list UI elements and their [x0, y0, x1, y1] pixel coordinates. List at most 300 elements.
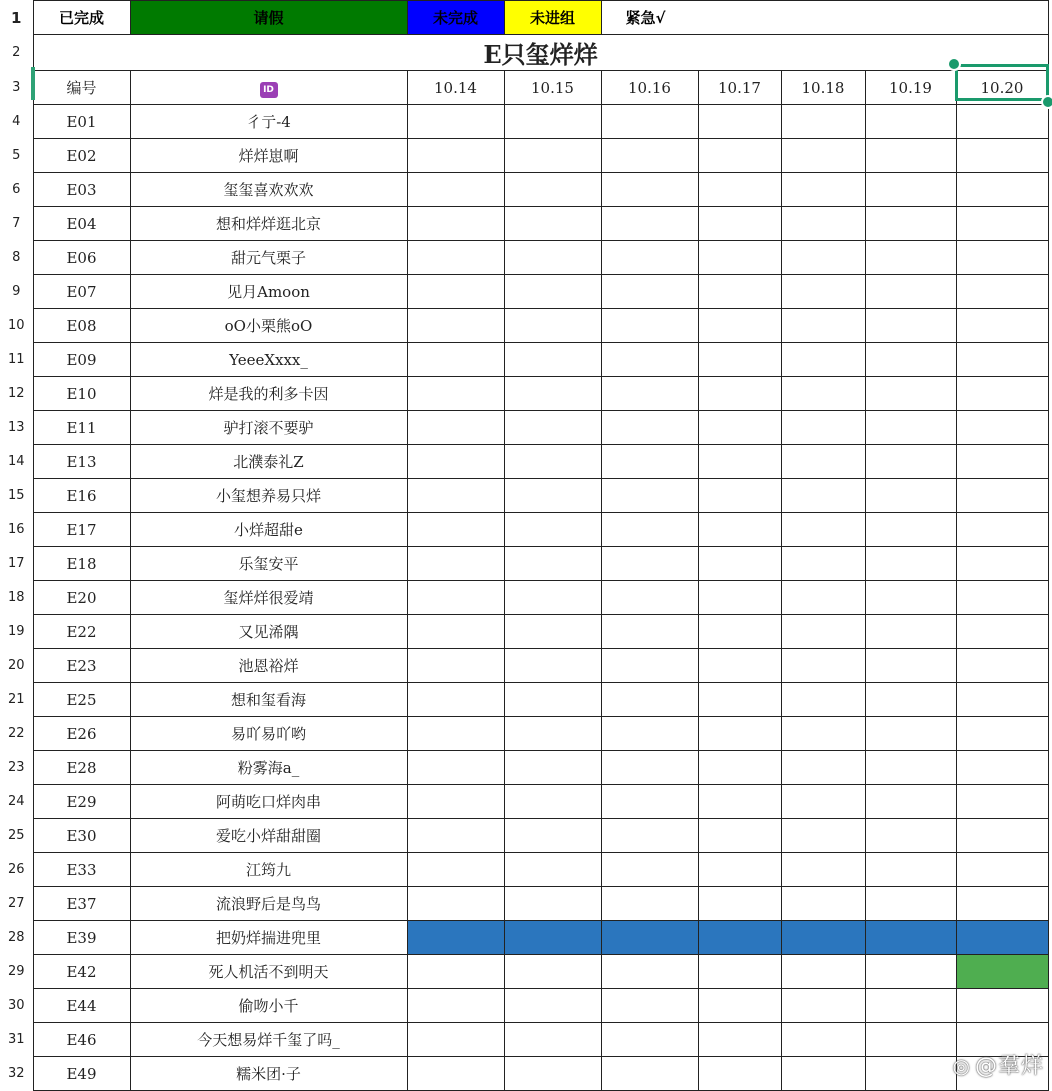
- status-cell[interactable]: [781, 309, 865, 343]
- member-id[interactable]: 又见浠隅: [130, 615, 407, 649]
- header-date[interactable]: 10.15: [504, 71, 601, 105]
- status-cell[interactable]: [504, 649, 601, 683]
- status-cell[interactable]: [504, 751, 601, 785]
- member-id[interactable]: 烊是我的利多卡因: [130, 377, 407, 411]
- status-cell[interactable]: [601, 887, 698, 921]
- row-number[interactable]: 31: [0, 1023, 33, 1057]
- status-cell[interactable]: [956, 207, 1048, 241]
- status-cell[interactable]: [781, 717, 865, 751]
- status-cell[interactable]: [504, 717, 601, 751]
- status-cell[interactable]: [504, 1057, 601, 1091]
- sheet-title[interactable]: E只玺烊烊: [33, 35, 1048, 71]
- member-id[interactable]: 乐玺安平: [130, 547, 407, 581]
- member-code[interactable]: E44: [33, 989, 130, 1023]
- status-cell[interactable]: [601, 819, 698, 853]
- status-cell[interactable]: [407, 241, 504, 275]
- status-cell[interactable]: [407, 479, 504, 513]
- status-cell[interactable]: [865, 1057, 956, 1091]
- status-cell[interactable]: [781, 581, 865, 615]
- status-cell[interactable]: [956, 139, 1048, 173]
- status-cell[interactable]: [956, 717, 1048, 751]
- member-code[interactable]: E46: [33, 1023, 130, 1057]
- member-id[interactable]: 烊烊崽啊: [130, 139, 407, 173]
- status-cell[interactable]: [407, 921, 504, 955]
- member-code[interactable]: E18: [33, 547, 130, 581]
- status-cell[interactable]: [698, 683, 781, 717]
- selection-handle-bottom-right[interactable]: [1041, 95, 1052, 109]
- status-cell[interactable]: [865, 479, 956, 513]
- status-cell[interactable]: [504, 275, 601, 309]
- status-cell[interactable]: [698, 615, 781, 649]
- row-number[interactable]: 23: [0, 751, 33, 785]
- status-cell[interactable]: [698, 887, 781, 921]
- status-cell[interactable]: [601, 513, 698, 547]
- member-id[interactable]: 想和玺看海: [130, 683, 407, 717]
- member-id[interactable]: 池恩裕烊: [130, 649, 407, 683]
- status-cell[interactable]: [504, 241, 601, 275]
- member-code[interactable]: E11: [33, 411, 130, 445]
- status-cell[interactable]: [504, 547, 601, 581]
- status-cell[interactable]: [601, 377, 698, 411]
- status-cell[interactable]: [698, 717, 781, 751]
- status-cell[interactable]: [698, 377, 781, 411]
- status-cell[interactable]: [865, 309, 956, 343]
- row-number[interactable]: 14: [0, 445, 33, 479]
- row-number[interactable]: 1: [0, 1, 33, 35]
- member-id[interactable]: 甜元气栗子: [130, 241, 407, 275]
- status-cell[interactable]: [698, 275, 781, 309]
- member-code[interactable]: E10: [33, 377, 130, 411]
- row-number[interactable]: 26: [0, 853, 33, 887]
- status-cell[interactable]: [781, 343, 865, 377]
- status-cell[interactable]: [698, 819, 781, 853]
- status-cell[interactable]: [865, 751, 956, 785]
- member-id[interactable]: 把奶烊揣进兜里: [130, 921, 407, 955]
- status-cell[interactable]: [956, 649, 1048, 683]
- status-cell[interactable]: [504, 377, 601, 411]
- status-cell[interactable]: [865, 445, 956, 479]
- status-cell[interactable]: [504, 445, 601, 479]
- status-cell[interactable]: [956, 377, 1048, 411]
- status-cell[interactable]: [698, 241, 781, 275]
- status-cell[interactable]: [407, 411, 504, 445]
- status-cell[interactable]: [407, 887, 504, 921]
- member-id[interactable]: 易吖易吖哟: [130, 717, 407, 751]
- status-cell[interactable]: [865, 207, 956, 241]
- status-cell[interactable]: [601, 649, 698, 683]
- status-cell[interactable]: [865, 547, 956, 581]
- header-id[interactable]: [130, 71, 407, 105]
- status-cell[interactable]: [698, 479, 781, 513]
- status-cell[interactable]: [504, 683, 601, 717]
- member-code[interactable]: E39: [33, 921, 130, 955]
- member-id[interactable]: 见月Amoon: [130, 275, 407, 309]
- status-cell[interactable]: [956, 547, 1048, 581]
- status-cell[interactable]: [504, 1023, 601, 1057]
- status-cell[interactable]: [407, 785, 504, 819]
- status-cell[interactable]: [407, 139, 504, 173]
- member-code[interactable]: E03: [33, 173, 130, 207]
- status-cell[interactable]: [504, 513, 601, 547]
- status-cell[interactable]: [698, 581, 781, 615]
- status-cell[interactable]: [781, 207, 865, 241]
- status-cell[interactable]: [601, 615, 698, 649]
- member-id[interactable]: 糯米团·子: [130, 1057, 407, 1091]
- member-id[interactable]: 玺玺喜欢欢欢: [130, 173, 407, 207]
- member-code[interactable]: E37: [33, 887, 130, 921]
- status-cell[interactable]: [601, 683, 698, 717]
- status-cell[interactable]: [865, 649, 956, 683]
- legend-cell[interactable]: 未完成: [407, 1, 504, 35]
- row-number[interactable]: 3: [0, 71, 33, 105]
- member-code[interactable]: E30: [33, 819, 130, 853]
- member-code[interactable]: E06: [33, 241, 130, 275]
- status-cell[interactable]: [865, 887, 956, 921]
- member-code[interactable]: E28: [33, 751, 130, 785]
- status-cell[interactable]: [504, 139, 601, 173]
- status-cell[interactable]: [956, 581, 1048, 615]
- member-id[interactable]: 爱吃小烊甜甜圈: [130, 819, 407, 853]
- status-cell[interactable]: [407, 105, 504, 139]
- header-date[interactable]: 10.18: [781, 71, 865, 105]
- status-cell[interactable]: [504, 309, 601, 343]
- status-cell[interactable]: [865, 785, 956, 819]
- status-cell[interactable]: [407, 853, 504, 887]
- status-cell[interactable]: [504, 887, 601, 921]
- status-cell[interactable]: [698, 785, 781, 819]
- header-date[interactable]: 10.20: [956, 71, 1048, 105]
- member-code[interactable]: E13: [33, 445, 130, 479]
- row-number[interactable]: 32: [0, 1057, 33, 1091]
- status-cell[interactable]: [865, 581, 956, 615]
- row-number[interactable]: 20: [0, 649, 33, 683]
- member-code[interactable]: E02: [33, 139, 130, 173]
- row-number[interactable]: 10: [0, 309, 33, 343]
- status-cell[interactable]: [601, 1023, 698, 1057]
- status-cell[interactable]: [698, 989, 781, 1023]
- status-cell[interactable]: [698, 1057, 781, 1091]
- status-cell[interactable]: [698, 751, 781, 785]
- row-number[interactable]: 12: [0, 377, 33, 411]
- status-cell[interactable]: [956, 989, 1048, 1023]
- status-cell[interactable]: [601, 921, 698, 955]
- member-code[interactable]: E49: [33, 1057, 130, 1091]
- row-number[interactable]: 9: [0, 275, 33, 309]
- status-cell[interactable]: [781, 1023, 865, 1057]
- status-cell[interactable]: [698, 547, 781, 581]
- member-code[interactable]: E09: [33, 343, 130, 377]
- row-number[interactable]: 18: [0, 581, 33, 615]
- status-cell[interactable]: [698, 343, 781, 377]
- status-cell[interactable]: [601, 173, 698, 207]
- status-cell[interactable]: [601, 581, 698, 615]
- status-cell[interactable]: [781, 411, 865, 445]
- status-cell[interactable]: [601, 309, 698, 343]
- member-id[interactable]: 偷吻小千: [130, 989, 407, 1023]
- status-cell[interactable]: [407, 649, 504, 683]
- header-number[interactable]: 编号: [33, 71, 130, 105]
- status-cell[interactable]: [504, 105, 601, 139]
- status-cell[interactable]: [601, 411, 698, 445]
- header-date[interactable]: 10.19: [865, 71, 956, 105]
- status-cell[interactable]: [407, 751, 504, 785]
- status-cell[interactable]: [601, 751, 698, 785]
- status-cell[interactable]: [956, 683, 1048, 717]
- status-cell[interactable]: [865, 853, 956, 887]
- row-number[interactable]: 27: [0, 887, 33, 921]
- row-number[interactable]: 5: [0, 139, 33, 173]
- status-cell[interactable]: [956, 785, 1048, 819]
- member-id[interactable]: 想和烊烊逛北京: [130, 207, 407, 241]
- member-code[interactable]: E26: [33, 717, 130, 751]
- row-number[interactable]: 4: [0, 105, 33, 139]
- row-number[interactable]: 17: [0, 547, 33, 581]
- status-cell[interactable]: [407, 275, 504, 309]
- status-cell[interactable]: [407, 1057, 504, 1091]
- row-number[interactable]: 19: [0, 615, 33, 649]
- member-id[interactable]: 小玺想养易只烊: [130, 479, 407, 513]
- status-cell[interactable]: [407, 173, 504, 207]
- status-cell[interactable]: [781, 853, 865, 887]
- row-number[interactable]: 29: [0, 955, 33, 989]
- status-cell[interactable]: [407, 581, 504, 615]
- status-cell[interactable]: [865, 343, 956, 377]
- status-cell[interactable]: [407, 615, 504, 649]
- row-number[interactable]: 6: [0, 173, 33, 207]
- status-cell[interactable]: [781, 479, 865, 513]
- status-cell[interactable]: [865, 921, 956, 955]
- member-code[interactable]: E42: [33, 955, 130, 989]
- row-number[interactable]: 11: [0, 343, 33, 377]
- row-number[interactable]: 28: [0, 921, 33, 955]
- member-code[interactable]: E16: [33, 479, 130, 513]
- member-id[interactable]: 流浪野后是鸟鸟: [130, 887, 407, 921]
- legend-cell[interactable]: 已完成: [33, 1, 130, 35]
- member-id[interactable]: 江筠九: [130, 853, 407, 887]
- status-cell[interactable]: [956, 445, 1048, 479]
- status-cell[interactable]: [865, 513, 956, 547]
- status-cell[interactable]: [407, 683, 504, 717]
- status-cell[interactable]: [956, 173, 1048, 207]
- status-cell[interactable]: [781, 513, 865, 547]
- member-id[interactable]: 驴打滚不要驴: [130, 411, 407, 445]
- member-id[interactable]: 玺烊烊很爱靖: [130, 581, 407, 615]
- status-cell[interactable]: [601, 955, 698, 989]
- status-cell[interactable]: [956, 921, 1048, 955]
- status-cell[interactable]: [781, 105, 865, 139]
- status-cell[interactable]: [865, 241, 956, 275]
- status-cell[interactable]: [601, 445, 698, 479]
- header-date[interactable]: 10.17: [698, 71, 781, 105]
- status-cell[interactable]: [504, 615, 601, 649]
- status-cell[interactable]: [407, 547, 504, 581]
- status-cell[interactable]: [407, 309, 504, 343]
- row-number[interactable]: 24: [0, 785, 33, 819]
- status-cell[interactable]: [781, 615, 865, 649]
- status-cell[interactable]: [698, 105, 781, 139]
- status-cell[interactable]: [698, 955, 781, 989]
- status-cell[interactable]: [698, 139, 781, 173]
- status-cell[interactable]: [956, 275, 1048, 309]
- status-cell[interactable]: [956, 819, 1048, 853]
- status-cell[interactable]: [698, 649, 781, 683]
- status-cell[interactable]: [407, 1023, 504, 1057]
- status-cell[interactable]: [781, 751, 865, 785]
- status-cell[interactable]: [407, 955, 504, 989]
- row-number[interactable]: 7: [0, 207, 33, 241]
- member-code[interactable]: E25: [33, 683, 130, 717]
- member-id[interactable]: 北濮泰礼Z: [130, 445, 407, 479]
- member-id[interactable]: oO小栗熊oO: [130, 309, 407, 343]
- status-cell[interactable]: [601, 547, 698, 581]
- status-cell[interactable]: [698, 309, 781, 343]
- member-code[interactable]: E33: [33, 853, 130, 887]
- legend-cell[interactable]: 紧急√: [601, 1, 1048, 35]
- status-cell[interactable]: [956, 479, 1048, 513]
- member-code[interactable]: E08: [33, 309, 130, 343]
- status-cell[interactable]: [956, 513, 1048, 547]
- status-cell[interactable]: [601, 479, 698, 513]
- status-cell[interactable]: [504, 955, 601, 989]
- status-cell[interactable]: [865, 615, 956, 649]
- status-cell[interactable]: [781, 377, 865, 411]
- status-cell[interactable]: [698, 173, 781, 207]
- status-cell[interactable]: [865, 717, 956, 751]
- member-id[interactable]: 阿萌吃口烊肉串: [130, 785, 407, 819]
- status-cell[interactable]: [781, 683, 865, 717]
- status-cell[interactable]: [407, 717, 504, 751]
- status-cell[interactable]: [504, 581, 601, 615]
- status-cell[interactable]: [956, 411, 1048, 445]
- selection-handle-top-left[interactable]: [947, 57, 961, 71]
- status-cell[interactable]: [781, 1057, 865, 1091]
- member-id[interactable]: 小烊超甜e: [130, 513, 407, 547]
- status-cell[interactable]: [865, 139, 956, 173]
- member-id[interactable]: 死人机活不到明天: [130, 955, 407, 989]
- status-cell[interactable]: [698, 1023, 781, 1057]
- status-cell[interactable]: [865, 411, 956, 445]
- status-cell[interactable]: [407, 445, 504, 479]
- row-number[interactable]: 21: [0, 683, 33, 717]
- status-cell[interactable]: [407, 819, 504, 853]
- status-cell[interactable]: [504, 343, 601, 377]
- status-cell[interactable]: [407, 207, 504, 241]
- status-cell[interactable]: [781, 649, 865, 683]
- status-cell[interactable]: [956, 615, 1048, 649]
- status-cell[interactable]: [956, 853, 1048, 887]
- status-cell[interactable]: [601, 853, 698, 887]
- status-cell[interactable]: [781, 989, 865, 1023]
- status-cell[interactable]: [865, 1023, 956, 1057]
- status-cell[interactable]: [781, 139, 865, 173]
- row-number[interactable]: 30: [0, 989, 33, 1023]
- header-date[interactable]: 10.14: [407, 71, 504, 105]
- status-cell[interactable]: [601, 785, 698, 819]
- status-cell[interactable]: [781, 275, 865, 309]
- status-cell[interactable]: [956, 105, 1048, 139]
- row-number[interactable]: 15: [0, 479, 33, 513]
- status-cell[interactable]: [698, 445, 781, 479]
- status-cell[interactable]: [698, 921, 781, 955]
- status-cell[interactable]: [781, 173, 865, 207]
- status-cell[interactable]: [601, 241, 698, 275]
- status-cell[interactable]: [504, 207, 601, 241]
- status-cell[interactable]: [601, 139, 698, 173]
- status-cell[interactable]: [865, 173, 956, 207]
- status-cell[interactable]: [504, 921, 601, 955]
- status-cell[interactable]: [407, 989, 504, 1023]
- member-code[interactable]: E23: [33, 649, 130, 683]
- status-cell[interactable]: [698, 513, 781, 547]
- status-cell[interactable]: [407, 343, 504, 377]
- member-code[interactable]: E29: [33, 785, 130, 819]
- member-id[interactable]: YeeeXxxx_: [130, 343, 407, 377]
- status-cell[interactable]: [504, 819, 601, 853]
- status-cell[interactable]: [504, 411, 601, 445]
- row-number[interactable]: 13: [0, 411, 33, 445]
- status-cell[interactable]: [781, 785, 865, 819]
- row-number[interactable]: 16: [0, 513, 33, 547]
- status-cell[interactable]: [956, 309, 1048, 343]
- selected-cell-outline[interactable]: [955, 64, 1049, 101]
- member-code[interactable]: E01: [33, 105, 130, 139]
- status-cell[interactable]: [601, 717, 698, 751]
- status-cell[interactable]: [865, 955, 956, 989]
- legend-cell[interactable]: 未进组: [504, 1, 601, 35]
- status-cell[interactable]: [865, 989, 956, 1023]
- status-cell[interactable]: [504, 479, 601, 513]
- status-cell[interactable]: [956, 343, 1048, 377]
- status-cell[interactable]: [956, 955, 1048, 989]
- row-number[interactable]: 8: [0, 241, 33, 275]
- status-cell[interactable]: [781, 547, 865, 581]
- status-cell[interactable]: [504, 785, 601, 819]
- status-cell[interactable]: [865, 683, 956, 717]
- status-cell[interactable]: [504, 173, 601, 207]
- status-cell[interactable]: [865, 377, 956, 411]
- status-cell[interactable]: [407, 513, 504, 547]
- status-cell[interactable]: [781, 887, 865, 921]
- status-cell[interactable]: [865, 105, 956, 139]
- legend-cell[interactable]: 请假: [130, 1, 407, 35]
- status-cell[interactable]: [781, 819, 865, 853]
- status-cell[interactable]: [601, 343, 698, 377]
- status-cell[interactable]: [601, 207, 698, 241]
- status-cell[interactable]: [698, 411, 781, 445]
- status-cell[interactable]: [698, 853, 781, 887]
- status-cell[interactable]: [956, 241, 1048, 275]
- row-number[interactable]: 2: [0, 35, 33, 71]
- member-code[interactable]: E20: [33, 581, 130, 615]
- member-id[interactable]: 今天想易烊千玺了吗_: [130, 1023, 407, 1057]
- row-number[interactable]: 25: [0, 819, 33, 853]
- status-cell[interactable]: [956, 751, 1048, 785]
- member-code[interactable]: E17: [33, 513, 130, 547]
- status-cell[interactable]: [865, 819, 956, 853]
- status-cell[interactable]: [698, 207, 781, 241]
- status-cell[interactable]: [601, 1057, 698, 1091]
- status-cell[interactable]: [601, 989, 698, 1023]
- member-id[interactable]: 粉雾海a_: [130, 751, 407, 785]
- row-number[interactable]: 22: [0, 717, 33, 751]
- status-cell[interactable]: [601, 275, 698, 309]
- status-cell[interactable]: [781, 241, 865, 275]
- status-cell[interactable]: [407, 377, 504, 411]
- member-id[interactable]: 彳亍-4: [130, 105, 407, 139]
- member-code[interactable]: E04: [33, 207, 130, 241]
- status-cell[interactable]: [504, 853, 601, 887]
- status-cell[interactable]: [781, 445, 865, 479]
